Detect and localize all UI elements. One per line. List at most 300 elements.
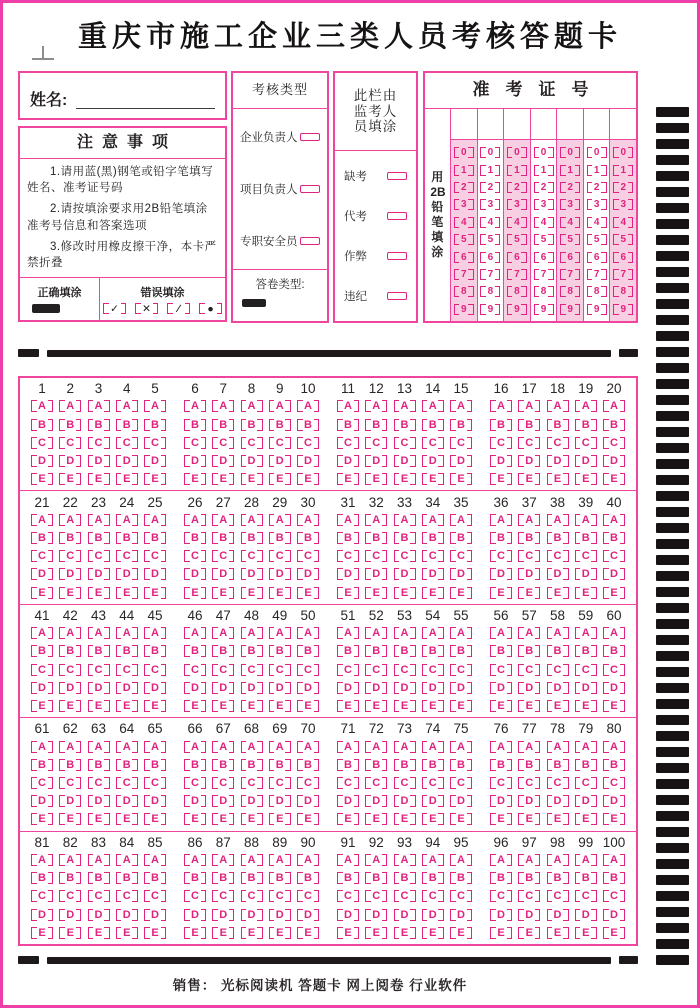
answer-bubble[interactable]: B bbox=[366, 759, 386, 771]
answer-bubble[interactable]: E bbox=[519, 813, 539, 825]
answer-bubble[interactable]: C bbox=[117, 550, 137, 562]
ticket-digit-bubble[interactable]: 2 bbox=[561, 182, 579, 193]
answer-bubble[interactable]: C bbox=[423, 890, 443, 902]
answer-bubble[interactable]: D bbox=[185, 909, 205, 921]
answer-bubble[interactable]: B bbox=[242, 645, 262, 657]
answer-bubble[interactable]: D bbox=[185, 568, 205, 580]
answer-bubble[interactable]: C bbox=[519, 437, 539, 449]
answer-bubble[interactable]: B bbox=[576, 645, 596, 657]
ticket-write-cell[interactable] bbox=[610, 109, 636, 140]
answer-bubble[interactable]: B bbox=[270, 645, 290, 657]
answer-bubble[interactable]: C bbox=[298, 664, 318, 676]
ticket-digit-bubble[interactable]: 4 bbox=[561, 217, 579, 228]
answer-bubble[interactable]: B bbox=[366, 645, 386, 657]
exam-type-bubble[interactable] bbox=[300, 237, 320, 245]
answer-bubble[interactable]: B bbox=[491, 872, 511, 884]
answer-bubble[interactable]: E bbox=[548, 587, 568, 599]
answer-bubble[interactable]: A bbox=[576, 627, 596, 639]
answer-bubble[interactable]: B bbox=[145, 645, 165, 657]
answer-bubble[interactable]: E bbox=[60, 700, 80, 712]
ticket-digit-bubble[interactable]: 6 bbox=[614, 252, 632, 263]
answer-bubble[interactable]: C bbox=[298, 550, 318, 562]
answer-bubble[interactable]: C bbox=[451, 664, 471, 676]
answer-bubble[interactable]: B bbox=[519, 645, 539, 657]
answer-bubble[interactable]: D bbox=[548, 795, 568, 807]
answer-bubble[interactable]: A bbox=[491, 400, 511, 412]
answer-bubble[interactable]: C bbox=[366, 664, 386, 676]
answer-bubble[interactable]: D bbox=[395, 795, 415, 807]
answer-bubble[interactable]: B bbox=[604, 872, 624, 884]
answer-bubble[interactable]: E bbox=[242, 813, 262, 825]
answer-bubble[interactable]: A bbox=[491, 514, 511, 526]
answer-bubble[interactable]: E bbox=[395, 813, 415, 825]
answer-bubble[interactable]: A bbox=[89, 400, 109, 412]
ticket-write-cell[interactable] bbox=[504, 109, 530, 140]
answer-bubble[interactable]: A bbox=[451, 514, 471, 526]
answer-bubble[interactable]: E bbox=[366, 587, 386, 599]
answer-bubble[interactable]: D bbox=[423, 909, 443, 921]
answer-bubble[interactable]: B bbox=[298, 759, 318, 771]
ticket-digit-bubble[interactable]: 0 bbox=[561, 147, 579, 158]
answer-bubble[interactable]: E bbox=[242, 927, 262, 939]
proctor-bubble[interactable] bbox=[387, 212, 407, 220]
answer-bubble[interactable]: B bbox=[604, 645, 624, 657]
answer-bubble[interactable]: B bbox=[117, 419, 137, 431]
answer-bubble[interactable]: E bbox=[423, 927, 443, 939]
answer-bubble[interactable]: A bbox=[32, 741, 52, 753]
answer-bubble[interactable]: A bbox=[338, 741, 358, 753]
ticket-digit-bubble[interactable]: 4 bbox=[508, 217, 526, 228]
answer-bubble[interactable]: C bbox=[145, 890, 165, 902]
answer-bubble[interactable]: A bbox=[519, 741, 539, 753]
answer-bubble[interactable]: E bbox=[576, 813, 596, 825]
answer-bubble[interactable]: B bbox=[451, 872, 471, 884]
answer-bubble[interactable]: C bbox=[491, 890, 511, 902]
answer-bubble[interactable]: C bbox=[60, 890, 80, 902]
answer-bubble[interactable]: A bbox=[298, 514, 318, 526]
answer-bubble[interactable]: E bbox=[185, 700, 205, 712]
ticket-digit-bubble[interactable]: 9 bbox=[561, 304, 579, 315]
answer-bubble[interactable]: E bbox=[117, 473, 137, 485]
answer-bubble[interactable]: A bbox=[298, 741, 318, 753]
answer-bubble[interactable]: B bbox=[60, 872, 80, 884]
answer-bubble[interactable]: C bbox=[604, 890, 624, 902]
answer-bubble[interactable]: A bbox=[548, 514, 568, 526]
answer-bubble[interactable]: A bbox=[145, 514, 165, 526]
answer-bubble[interactable]: A bbox=[32, 514, 52, 526]
answer-bubble[interactable]: E bbox=[60, 587, 80, 599]
answer-bubble[interactable]: E bbox=[491, 587, 511, 599]
answer-bubble[interactable]: D bbox=[451, 568, 471, 580]
answer-bubble[interactable]: B bbox=[366, 532, 386, 544]
answer-bubble[interactable]: D bbox=[32, 909, 52, 921]
answer-bubble[interactable]: A bbox=[270, 627, 290, 639]
answer-bubble[interactable]: E bbox=[548, 473, 568, 485]
answer-bubble[interactable]: B bbox=[604, 759, 624, 771]
ticket-digit-bubble[interactable]: 6 bbox=[535, 252, 553, 263]
answer-bubble[interactable]: E bbox=[213, 700, 233, 712]
answer-bubble[interactable]: B bbox=[242, 419, 262, 431]
ticket-digit-bubble[interactable]: 2 bbox=[614, 182, 632, 193]
answer-bubble[interactable]: A bbox=[519, 400, 539, 412]
ticket-digit-bubble[interactable]: 6 bbox=[481, 252, 499, 263]
answer-bubble[interactable]: B bbox=[60, 645, 80, 657]
answer-bubble[interactable]: C bbox=[242, 664, 262, 676]
answer-bubble[interactable]: C bbox=[185, 437, 205, 449]
answer-bubble[interactable]: A bbox=[117, 400, 137, 412]
answer-bubble[interactable]: E bbox=[270, 587, 290, 599]
answer-bubble[interactable]: E bbox=[185, 813, 205, 825]
answer-bubble[interactable]: C bbox=[60, 664, 80, 676]
answer-bubble[interactable]: E bbox=[366, 700, 386, 712]
answer-bubble[interactable]: A bbox=[338, 627, 358, 639]
answer-bubble[interactable]: B bbox=[213, 419, 233, 431]
answer-bubble[interactable]: C bbox=[366, 550, 386, 562]
answer-bubble[interactable]: C bbox=[366, 890, 386, 902]
answer-bubble[interactable]: B bbox=[270, 872, 290, 884]
answer-bubble[interactable]: A bbox=[213, 514, 233, 526]
answer-bubble[interactable]: A bbox=[395, 514, 415, 526]
answer-bubble[interactable]: C bbox=[576, 890, 596, 902]
answer-bubble[interactable]: B bbox=[366, 419, 386, 431]
answer-bubble[interactable]: C bbox=[451, 777, 471, 789]
answer-bubble[interactable]: D bbox=[576, 909, 596, 921]
answer-bubble[interactable]: C bbox=[366, 437, 386, 449]
ticket-digit-bubble[interactable]: 1 bbox=[561, 165, 579, 176]
answer-bubble[interactable]: E bbox=[145, 927, 165, 939]
ticket-digit-bubble[interactable]: 3 bbox=[455, 199, 473, 210]
answer-bubble[interactable]: D bbox=[185, 455, 205, 467]
answer-bubble[interactable]: B bbox=[576, 759, 596, 771]
answer-bubble[interactable]: B bbox=[395, 532, 415, 544]
proctor-bubble[interactable] bbox=[387, 172, 407, 180]
answer-bubble[interactable]: D bbox=[213, 455, 233, 467]
answer-bubble[interactable]: A bbox=[366, 400, 386, 412]
answer-bubble[interactable]: C bbox=[270, 664, 290, 676]
ticket-digit-bubble[interactable]: 9 bbox=[508, 304, 526, 315]
answer-bubble[interactable]: D bbox=[213, 682, 233, 694]
answer-bubble[interactable]: D bbox=[604, 682, 624, 694]
ticket-digit-bubble[interactable]: 4 bbox=[481, 217, 499, 228]
answer-bubble[interactable]: B bbox=[32, 419, 52, 431]
answer-bubble[interactable]: A bbox=[89, 514, 109, 526]
answer-bubble[interactable]: E bbox=[548, 813, 568, 825]
answer-bubble[interactable]: A bbox=[604, 400, 624, 412]
answer-bubble[interactable]: A bbox=[298, 854, 318, 866]
answer-bubble[interactable]: A bbox=[548, 741, 568, 753]
answer-bubble[interactable]: A bbox=[423, 627, 443, 639]
answer-bubble[interactable]: C bbox=[491, 777, 511, 789]
answer-bubble[interactable]: D bbox=[338, 455, 358, 467]
answer-bubble[interactable]: E bbox=[491, 813, 511, 825]
answer-bubble[interactable]: C bbox=[451, 550, 471, 562]
answer-bubble[interactable]: B bbox=[145, 419, 165, 431]
answer-bubble[interactable]: B bbox=[213, 759, 233, 771]
answer-bubble[interactable]: C bbox=[338, 777, 358, 789]
answer-bubble[interactable]: E bbox=[366, 473, 386, 485]
answer-bubble[interactable]: D bbox=[604, 795, 624, 807]
answer-bubble[interactable]: C bbox=[117, 890, 137, 902]
answer-bubble[interactable]: B bbox=[117, 872, 137, 884]
ticket-digit-bubble[interactable]: 2 bbox=[588, 182, 606, 193]
ticket-digit-bubble[interactable]: 8 bbox=[481, 286, 499, 297]
answer-bubble[interactable]: C bbox=[270, 550, 290, 562]
ticket-digit-bubble[interactable]: 9 bbox=[481, 304, 499, 315]
answer-bubble[interactable]: A bbox=[242, 514, 262, 526]
answer-bubble[interactable]: B bbox=[451, 759, 471, 771]
answer-bubble[interactable]: D bbox=[242, 568, 262, 580]
ticket-digit-bubble[interactable]: 0 bbox=[508, 147, 526, 158]
answer-bubble[interactable]: E bbox=[298, 813, 318, 825]
ticket-digit-bubble[interactable]: 3 bbox=[535, 199, 553, 210]
answer-bubble[interactable]: A bbox=[548, 854, 568, 866]
answer-bubble[interactable]: B bbox=[548, 759, 568, 771]
answer-bubble[interactable]: B bbox=[604, 419, 624, 431]
answer-bubble[interactable]: A bbox=[576, 400, 596, 412]
answer-bubble[interactable]: B bbox=[451, 532, 471, 544]
answer-bubble[interactable]: D bbox=[117, 909, 137, 921]
answer-bubble[interactable]: E bbox=[395, 587, 415, 599]
answer-bubble[interactable]: C bbox=[213, 890, 233, 902]
answer-bubble[interactable]: A bbox=[242, 627, 262, 639]
answer-bubble[interactable]: C bbox=[60, 550, 80, 562]
answer-bubble[interactable]: A bbox=[423, 400, 443, 412]
answer-bubble[interactable]: C bbox=[89, 437, 109, 449]
answer-bubble[interactable]: B bbox=[423, 645, 443, 657]
answer-bubble[interactable]: A bbox=[604, 854, 624, 866]
answer-bubble[interactable]: D bbox=[298, 909, 318, 921]
answer-bubble[interactable]: A bbox=[270, 741, 290, 753]
answer-bubble[interactable]: A bbox=[185, 741, 205, 753]
answer-bubble[interactable]: A bbox=[548, 400, 568, 412]
ticket-digit-bubble[interactable]: 9 bbox=[535, 304, 553, 315]
answer-bubble[interactable]: D bbox=[451, 795, 471, 807]
answer-bubble[interactable]: C bbox=[145, 664, 165, 676]
ticket-digit-bubble[interactable]: 6 bbox=[455, 252, 473, 263]
answer-bubble[interactable]: B bbox=[32, 532, 52, 544]
ticket-digit-bubble[interactable]: 5 bbox=[535, 234, 553, 245]
answer-bubble[interactable]: D bbox=[338, 909, 358, 921]
ticket-write-cell[interactable] bbox=[451, 109, 477, 140]
answer-bubble[interactable]: A bbox=[366, 514, 386, 526]
answer-bubble[interactable]: A bbox=[242, 741, 262, 753]
answer-bubble[interactable]: A bbox=[242, 854, 262, 866]
answer-bubble[interactable]: C bbox=[270, 777, 290, 789]
answer-bubble[interactable]: D bbox=[298, 568, 318, 580]
answer-bubble[interactable]: C bbox=[604, 777, 624, 789]
ticket-digit-bubble[interactable]: 9 bbox=[455, 304, 473, 315]
answer-bubble[interactable]: E bbox=[213, 813, 233, 825]
answer-bubble[interactable]: A bbox=[491, 627, 511, 639]
answer-bubble[interactable]: E bbox=[145, 473, 165, 485]
answer-bubble[interactable]: A bbox=[604, 627, 624, 639]
answer-bubble[interactable]: A bbox=[519, 627, 539, 639]
ticket-digit-bubble[interactable]: 1 bbox=[588, 165, 606, 176]
answer-bubble[interactable]: A bbox=[270, 514, 290, 526]
ticket-write-cell[interactable] bbox=[557, 109, 583, 140]
answer-bubble[interactable]: E bbox=[89, 587, 109, 599]
answer-bubble[interactable]: C bbox=[60, 437, 80, 449]
answer-bubble[interactable]: D bbox=[89, 795, 109, 807]
answer-bubble[interactable]: C bbox=[145, 550, 165, 562]
answer-bubble[interactable]: D bbox=[270, 568, 290, 580]
answer-bubble[interactable]: B bbox=[451, 645, 471, 657]
answer-bubble[interactable]: B bbox=[395, 419, 415, 431]
answer-bubble[interactable]: B bbox=[117, 532, 137, 544]
ticket-digit-bubble[interactable]: 3 bbox=[561, 199, 579, 210]
answer-bubble[interactable]: C bbox=[423, 550, 443, 562]
answer-bubble[interactable]: E bbox=[491, 700, 511, 712]
answer-bubble[interactable]: B bbox=[32, 759, 52, 771]
answer-bubble[interactable]: C bbox=[576, 777, 596, 789]
answer-bubble[interactable]: C bbox=[451, 437, 471, 449]
ticket-write-cell[interactable] bbox=[478, 109, 504, 140]
answer-bubble[interactable]: A bbox=[145, 854, 165, 866]
answer-bubble[interactable]: C bbox=[213, 437, 233, 449]
answer-bubble[interactable]: C bbox=[298, 437, 318, 449]
answer-bubble[interactable]: E bbox=[32, 587, 52, 599]
answer-bubble[interactable]: C bbox=[242, 777, 262, 789]
answer-bubble[interactable]: E bbox=[423, 473, 443, 485]
ticket-digit-bubble[interactable]: 3 bbox=[614, 199, 632, 210]
answer-bubble[interactable]: B bbox=[519, 872, 539, 884]
answer-bubble[interactable]: A bbox=[60, 627, 80, 639]
answer-bubble[interactable]: D bbox=[491, 909, 511, 921]
answer-bubble[interactable]: C bbox=[338, 550, 358, 562]
answer-bubble[interactable]: B bbox=[519, 759, 539, 771]
answer-bubble[interactable]: E bbox=[451, 927, 471, 939]
answer-bubble[interactable]: A bbox=[298, 400, 318, 412]
answer-bubble[interactable]: D bbox=[32, 682, 52, 694]
answer-bubble[interactable]: C bbox=[32, 777, 52, 789]
ticket-digit-bubble[interactable]: 1 bbox=[508, 165, 526, 176]
ticket-digit-bubble[interactable]: 4 bbox=[455, 217, 473, 228]
ticket-digit-bubble[interactable]: 8 bbox=[614, 286, 632, 297]
ticket-digit-bubble[interactable]: 2 bbox=[535, 182, 553, 193]
answer-bubble[interactable]: D bbox=[519, 568, 539, 580]
answer-bubble[interactable]: D bbox=[395, 682, 415, 694]
answer-bubble[interactable]: E bbox=[298, 587, 318, 599]
answer-bubble[interactable]: B bbox=[89, 645, 109, 657]
ticket-digit-bubble[interactable]: 1 bbox=[535, 165, 553, 176]
answer-bubble[interactable]: B bbox=[32, 872, 52, 884]
answer-bubble[interactable]: C bbox=[117, 437, 137, 449]
answer-bubble[interactable]: C bbox=[451, 890, 471, 902]
answer-bubble[interactable]: E bbox=[117, 587, 137, 599]
answer-bubble[interactable]: E bbox=[270, 473, 290, 485]
answer-bubble[interactable]: B bbox=[298, 532, 318, 544]
answer-bubble[interactable]: C bbox=[298, 777, 318, 789]
answer-bubble[interactable]: B bbox=[89, 759, 109, 771]
ticket-digit-bubble[interactable]: 6 bbox=[588, 252, 606, 263]
answer-bubble[interactable]: C bbox=[242, 437, 262, 449]
answer-bubble[interactable]: E bbox=[270, 927, 290, 939]
answer-bubble[interactable]: A bbox=[117, 514, 137, 526]
answer-bubble[interactable]: D bbox=[213, 568, 233, 580]
answer-bubble[interactable]: E bbox=[185, 927, 205, 939]
answer-bubble[interactable]: B bbox=[213, 645, 233, 657]
answer-bubble[interactable]: B bbox=[117, 759, 137, 771]
answer-bubble[interactable]: D bbox=[576, 455, 596, 467]
answer-bubble[interactable]: C bbox=[242, 550, 262, 562]
ticket-digit-bubble[interactable]: 8 bbox=[561, 286, 579, 297]
answer-bubble[interactable]: C bbox=[338, 664, 358, 676]
answer-bubble[interactable]: A bbox=[213, 627, 233, 639]
answer-bubble[interactable]: B bbox=[338, 872, 358, 884]
answer-bubble[interactable]: E bbox=[366, 813, 386, 825]
answer-bubble[interactable]: C bbox=[32, 437, 52, 449]
answer-bubble[interactable]: E bbox=[89, 927, 109, 939]
answer-bubble[interactable]: D bbox=[451, 909, 471, 921]
answer-bubble[interactable]: E bbox=[213, 927, 233, 939]
answer-bubble[interactable]: B bbox=[491, 645, 511, 657]
answer-bubble[interactable]: D bbox=[491, 568, 511, 580]
answer-bubble[interactable]: C bbox=[32, 664, 52, 676]
answer-bubble[interactable]: A bbox=[519, 514, 539, 526]
answer-bubble[interactable]: C bbox=[576, 550, 596, 562]
answer-bubble[interactable]: C bbox=[60, 777, 80, 789]
answer-bubble[interactable]: A bbox=[145, 400, 165, 412]
answer-bubble[interactable]: D bbox=[423, 682, 443, 694]
answer-bubble[interactable]: A bbox=[491, 741, 511, 753]
answer-bubble[interactable]: D bbox=[395, 568, 415, 580]
answer-bubble[interactable]: A bbox=[185, 400, 205, 412]
answer-bubble[interactable]: E bbox=[60, 813, 80, 825]
answer-bubble[interactable]: A bbox=[423, 854, 443, 866]
answer-bubble[interactable]: C bbox=[242, 890, 262, 902]
answer-bubble[interactable]: A bbox=[60, 854, 80, 866]
answer-bubble[interactable]: A bbox=[117, 741, 137, 753]
answer-bubble[interactable]: B bbox=[338, 645, 358, 657]
ticket-write-cell[interactable] bbox=[531, 109, 557, 140]
answer-bubble[interactable]: C bbox=[185, 777, 205, 789]
answer-bubble[interactable]: D bbox=[491, 682, 511, 694]
answer-bubble[interactable]: B bbox=[491, 759, 511, 771]
answer-bubble[interactable]: C bbox=[117, 777, 137, 789]
answer-bubble[interactable]: A bbox=[185, 854, 205, 866]
answer-bubble[interactable]: A bbox=[395, 400, 415, 412]
answer-bubble[interactable]: A bbox=[32, 627, 52, 639]
answer-bubble[interactable]: B bbox=[395, 759, 415, 771]
answer-bubble[interactable]: D bbox=[145, 455, 165, 467]
answer-bubble[interactable]: B bbox=[298, 419, 318, 431]
answer-bubble[interactable]: B bbox=[89, 872, 109, 884]
answer-bubble[interactable]: D bbox=[548, 909, 568, 921]
answer-bubble[interactable]: A bbox=[576, 514, 596, 526]
answer-bubble[interactable]: D bbox=[423, 795, 443, 807]
answer-bubble[interactable]: C bbox=[519, 890, 539, 902]
answer-bubble[interactable]: D bbox=[576, 568, 596, 580]
answer-bubble[interactable]: B bbox=[89, 419, 109, 431]
answer-bubble[interactable]: A bbox=[423, 741, 443, 753]
answer-bubble[interactable]: D bbox=[338, 682, 358, 694]
answer-bubble[interactable]: A bbox=[185, 514, 205, 526]
answer-bubble[interactable]: E bbox=[338, 700, 358, 712]
answer-bubble[interactable]: B bbox=[185, 419, 205, 431]
answer-bubble[interactable]: C bbox=[519, 777, 539, 789]
answer-bubble[interactable]: E bbox=[185, 473, 205, 485]
answer-bubble[interactable]: B bbox=[576, 419, 596, 431]
answer-bubble[interactable]: D bbox=[117, 795, 137, 807]
proctor-bubble[interactable] bbox=[387, 252, 407, 260]
answer-bubble[interactable]: E bbox=[242, 587, 262, 599]
answer-bubble[interactable]: D bbox=[338, 795, 358, 807]
answer-bubble[interactable]: E bbox=[548, 700, 568, 712]
answer-bubble[interactable]: E bbox=[298, 473, 318, 485]
answer-bubble[interactable]: B bbox=[576, 872, 596, 884]
ticket-digit-bubble[interactable]: 8 bbox=[588, 286, 606, 297]
answer-bubble[interactable]: B bbox=[519, 419, 539, 431]
